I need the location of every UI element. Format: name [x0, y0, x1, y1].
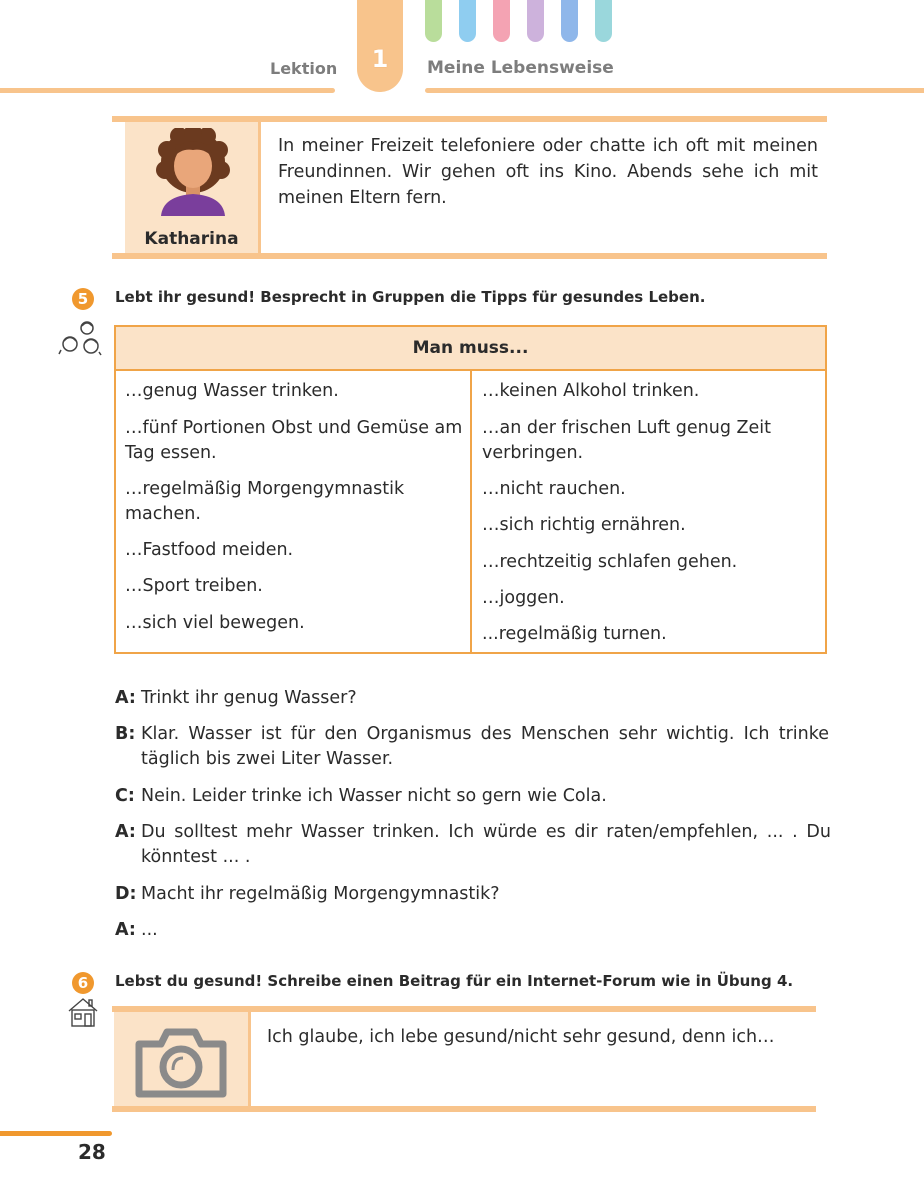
katharina-box-bottom-rule: [112, 253, 827, 259]
katharina-name: Katharina: [144, 229, 239, 249]
tip-left-4: …Fastfood meiden.: [125, 540, 294, 560]
forum-box-divider: [248, 1012, 251, 1106]
dialogue-line: Du solltest mehr Wasser trinken. Ich würde es dir raten/empfehlen, ... . Du könntest ... .: [141, 822, 831, 867]
girl-avatar-icon: [155, 128, 231, 216]
chapter-stripe: [527, 0, 544, 42]
exercise-5-badge: 5: [72, 288, 94, 310]
dialogue-speaker: A:: [115, 920, 136, 940]
forum-starter-text: Ich glaube, ich lebe gesund/nicht sehr gesund, denn ich…: [267, 1027, 775, 1047]
dialogue-line: ...: [141, 920, 158, 940]
chapter-stripe: [493, 0, 510, 42]
dialogue-line: Trinkt ihr genug Wasser?: [141, 688, 357, 708]
dialogue-line: Klar. Wasser ist für den Organismus des Menschen sehr wichtig. Ich trinke täglich bis zwei Liter Wasser.: [141, 724, 829, 769]
tip-right-1: …keinen Alkohol trinken.: [482, 381, 700, 401]
dialogue-speaker: A:: [115, 688, 136, 708]
footer-rule: [0, 1131, 112, 1136]
forum-box-bottom-rule: [112, 1106, 816, 1112]
dialogue-speaker: A:: [115, 822, 136, 842]
lesson-number: 1: [371, 45, 389, 73]
tip-right-4: …sich richtig ernähren.: [482, 515, 686, 535]
exercise-6-instruction: Lebst du gesund! Schreibe einen Beitrag für ein Internet-Forum wie in Übung 4.: [115, 972, 794, 990]
tip-right-7: ...regelmäßig turnen.: [482, 624, 667, 644]
tip-right-6: …joggen.: [482, 588, 565, 608]
chapter-stripe: [425, 0, 442, 42]
chapter-stripe: [561, 0, 578, 42]
chapter-stripe: [595, 0, 612, 42]
katharina-text: In meiner Freizeit telefoniere oder chatte ich oft mit meinen Freundinnen. Wir gehen oft ins Kino. Abends sehe ich mit meinen Eltern fern.: [278, 136, 818, 208]
house-homework-icon: [66, 996, 100, 1028]
tip-right-3: …nicht rauchen.: [482, 479, 626, 499]
dialogue-line: Macht ihr regelmäßig Morgengymnastik?: [141, 884, 500, 904]
tip-left-2: …fünf Portionen Obst und Gemüse am Tag essen.: [125, 418, 463, 463]
katharina-box-divider: [258, 122, 261, 253]
dialogue-speaker: C:: [115, 786, 135, 806]
tips-table-header-text: Man muss...: [412, 338, 529, 358]
page-number: 28: [78, 1140, 106, 1164]
lektion-label: Lektion: [270, 59, 338, 78]
header-rule-right: [425, 88, 924, 93]
dialogue-speaker: D:: [115, 884, 137, 904]
chapter-title: Meine Lebensweise: [427, 58, 614, 78]
tip-left-5: …Sport treiben.: [125, 576, 263, 596]
tips-table-divider: [470, 371, 472, 654]
tip-left-3: …regelmäßig Morgengymnastik machen.: [125, 479, 405, 524]
tip-right-5: …rechtzeitig schlafen gehen.: [482, 552, 738, 572]
tip-left-1: …genug Wasser trinken.: [125, 381, 339, 401]
group-talk-icon: [58, 318, 102, 358]
exercise-5-instruction: Lebt ihr gesund! Besprecht in Gruppen die Tipps für gesundes Leben.: [115, 288, 706, 306]
chapter-stripe: [459, 0, 476, 42]
tip-right-2: …an der frischen Luft genug Zeit verbringen.: [482, 418, 771, 463]
dialogue-speaker: B:: [115, 724, 136, 744]
camera-icon: [133, 1020, 229, 1100]
tip-left-6: …sich viel bewegen.: [125, 613, 305, 633]
dialogue-line: Nein. Leider trinke ich Wasser nicht so gern wie Cola.: [141, 786, 607, 806]
exercise-6-badge: 6: [72, 972, 94, 994]
header-rule-left: [0, 88, 335, 93]
